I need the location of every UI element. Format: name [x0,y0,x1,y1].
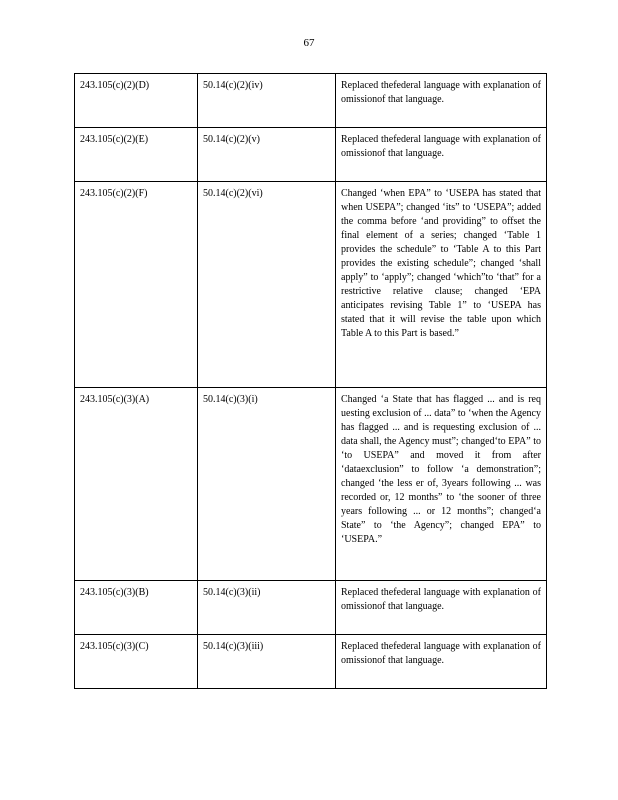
description-cell: Changed ‘a State that has flagged ... and is req uesting exclusion of ... data” to ‘when the Agency has flagged ... and is requesting exclusion of ... data shall, the Agency must”; changed‘to EPA” to ‘to USEPA” and moved it from after ‘dataexclusion” to follow ‘a demonstration”; changed ‘the less er of, 3years following ... was recorded or, 12 months” to ‘the sooner of three years following ... or 12 months”; changed‘a State” to ‘the Agency”; changed EPA” to ‘USEPA.” [336,388,547,581]
il-section-cell: 243.105(c)(2)(E) [75,128,198,182]
il-section-cell: 243.105(c)(2)(F) [75,182,198,388]
description-cell: Changed ‘when EPA” to ‘USEPA has stated that when USEPA”; changed ‘its” to ‘USEPA”; added the comma before ‘and providing” to offset the final element of a series; changed ‘Table 1 provides the schedule” to ‘Table A to this Part provides the existing schedule”; changed ‘shall apply” to ‘apply”; changed ‘which”to ‘that” for a restrictive relative clause; changed ‘EPA anticipates revising Table 1” to ‘USEPA has stated that it will revise the table upon which Table A to this Part is based.” [336,182,547,388]
table-row [75,581,547,635]
il-section-cell: 243.105(c)(3)(B) [75,581,198,635]
cfr-section-cell: 50.14(c)(3)(i) [198,388,336,581]
description-cell: Replaced thefederal language with explanation of omissionof that language. [336,635,547,689]
table-row [75,74,547,128]
cfr-section-cell: 50.14(c)(3)(iii) [198,635,336,689]
cfr-section-cell: 50.14(c)(2)(v) [198,128,336,182]
description-cell: Replaced thefederal language with explanation of omissionof that language. [336,581,547,635]
table-row [75,635,547,689]
description-cell: Replaced thefederal language with explanation of omissionof that language. [336,128,547,182]
section-comparison-table [74,73,547,689]
cfr-section-cell: 50.14(c)(2)(vi) [198,182,336,388]
description-cell: Replaced thefederal language with explanation of omissionof that language. [336,74,547,128]
table-row [75,128,547,182]
cfr-section-cell: 50.14(c)(2)(iv) [198,74,336,128]
il-section-cell: 243.105(c)(3)(C) [75,635,198,689]
il-section-cell: 243.105(c)(2)(D) [75,74,198,128]
table-row [75,182,547,388]
cfr-section-cell: 50.14(c)(3)(ii) [198,581,336,635]
il-section-cell: 243.105(c)(3)(A) [75,388,198,581]
table-row [75,388,547,581]
page-number: 67 [303,37,315,49]
